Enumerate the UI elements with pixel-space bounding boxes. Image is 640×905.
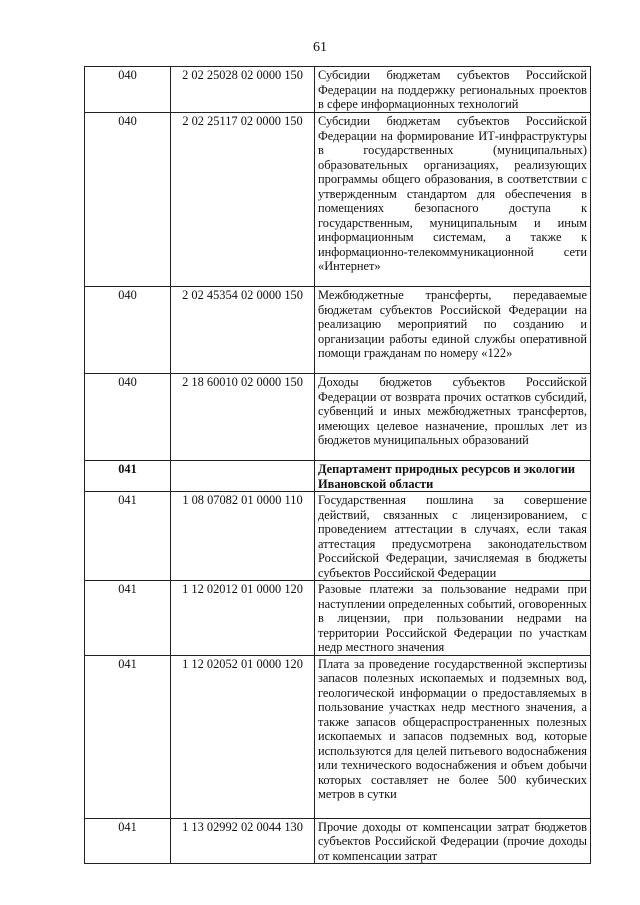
revenue-code-cell: 1 08 07082 01 0000 110 bbox=[171, 492, 315, 581]
revenue-name-cell: Межбюджетные трансферты, передаваемые бюджетам субъектов Российской Федерации на реализацию мероприятий по созданию и организации работы единой службы оперативной помощи гражданам по номеру «122» bbox=[315, 287, 591, 374]
admin-code-cell: 040 bbox=[85, 67, 171, 113]
revenue-name-cell: Плата за проведение государственной экспертизы запасов полезных ископаемых и подземных вод, геологической информации о предоставляемых в пользование участках недр местного значения, а также запасов общераспространенных полезных ископаемых и запасов подземных вод, которые используются для целей питьевого водоснабжения или технического водоснабжения и объем добычи которых составляет не более 500 кубических метров в сутки bbox=[315, 655, 591, 818]
budget-classification-table bbox=[84, 66, 591, 864]
revenue-code-cell: 1 12 02012 01 0000 120 bbox=[171, 581, 315, 656]
admin-code-cell: 041 bbox=[85, 655, 171, 818]
table-row bbox=[85, 818, 591, 864]
department-row bbox=[85, 461, 591, 492]
revenue-name-cell: Субсидии бюджетам субъектов Российской Федерации на поддержку региональных проектов в сфере информационных технологий bbox=[315, 67, 591, 113]
admin-code-cell: 041 bbox=[85, 492, 171, 581]
revenue-name-cell: Прочие доходы от компенсации затрат бюджетов субъектов Российской Федерации (прочие доходы от компенсации затрат bbox=[315, 818, 591, 864]
table-row bbox=[85, 655, 591, 818]
revenue-code-cell: 1 12 02052 01 0000 120 bbox=[171, 655, 315, 818]
table-row bbox=[85, 374, 591, 461]
admin-code-cell: 041 bbox=[85, 461, 171, 492]
page-number: 61 bbox=[313, 40, 327, 55]
revenue-name-cell: Разовые платежи за пользование недрами при наступлении определенных событий, оговоренных в лицензии, при пользовании недрами на территории Российской Федерации по участкам недр местного значения bbox=[315, 581, 591, 656]
revenue-code-cell: 1 13 02992 02 0044 130 bbox=[171, 818, 315, 864]
admin-code-cell: 040 bbox=[85, 287, 171, 374]
revenue-code-cell: 2 18 60010 02 0000 150 bbox=[171, 374, 315, 461]
admin-code-cell: 040 bbox=[85, 374, 171, 461]
revenue-code-cell bbox=[171, 461, 315, 492]
admin-code-cell: 041 bbox=[85, 581, 171, 656]
table-row bbox=[85, 287, 591, 374]
table-row bbox=[85, 581, 591, 656]
admin-code-cell: 041 bbox=[85, 818, 171, 864]
table-row bbox=[85, 113, 591, 287]
revenue-name-cell: Субсидии бюджетам субъектов Российской Федерации на формирование ИТ-инфраструктуры в государственных (муниципальных) образовательных организациях, реализующих программы общего образования, в соответствии с утвержденным стандартом для обеспечения в помещениях безопасного доступа к государственным, муниципальным и иным информационным системам, а также к информационно-телекоммуникационной сети «Интернет» bbox=[315, 113, 591, 287]
revenue-name-cell: Доходы бюджетов субъектов Российской Федерации от возврата прочих остатков субсидий, субвенций и иных межбюджетных трансфертов, имеющих целевое назначение, прошлых лет из бюджетов муниципальных образований bbox=[315, 374, 591, 461]
department-name-cell: Департамент природных ресурсов и экологии Ивановской области bbox=[315, 461, 591, 492]
table-row bbox=[85, 492, 591, 581]
revenue-code-cell: 2 02 25117 02 0000 150 bbox=[171, 113, 315, 287]
revenue-code-cell: 2 02 45354 02 0000 150 bbox=[171, 287, 315, 374]
revenue-code-cell: 2 02 25028 02 0000 150 bbox=[171, 67, 315, 113]
admin-code-cell: 040 bbox=[85, 113, 171, 287]
revenue-name-cell: Государственная пошлина за совершение действий, связанных с лицензированием, с проведением аттестации в случаях, если такая аттестация предусмотрена законодательством Российской Федерации, зачисляемая в бюджеты субъектов Российской Федерации bbox=[315, 492, 591, 581]
table-row bbox=[85, 67, 591, 113]
